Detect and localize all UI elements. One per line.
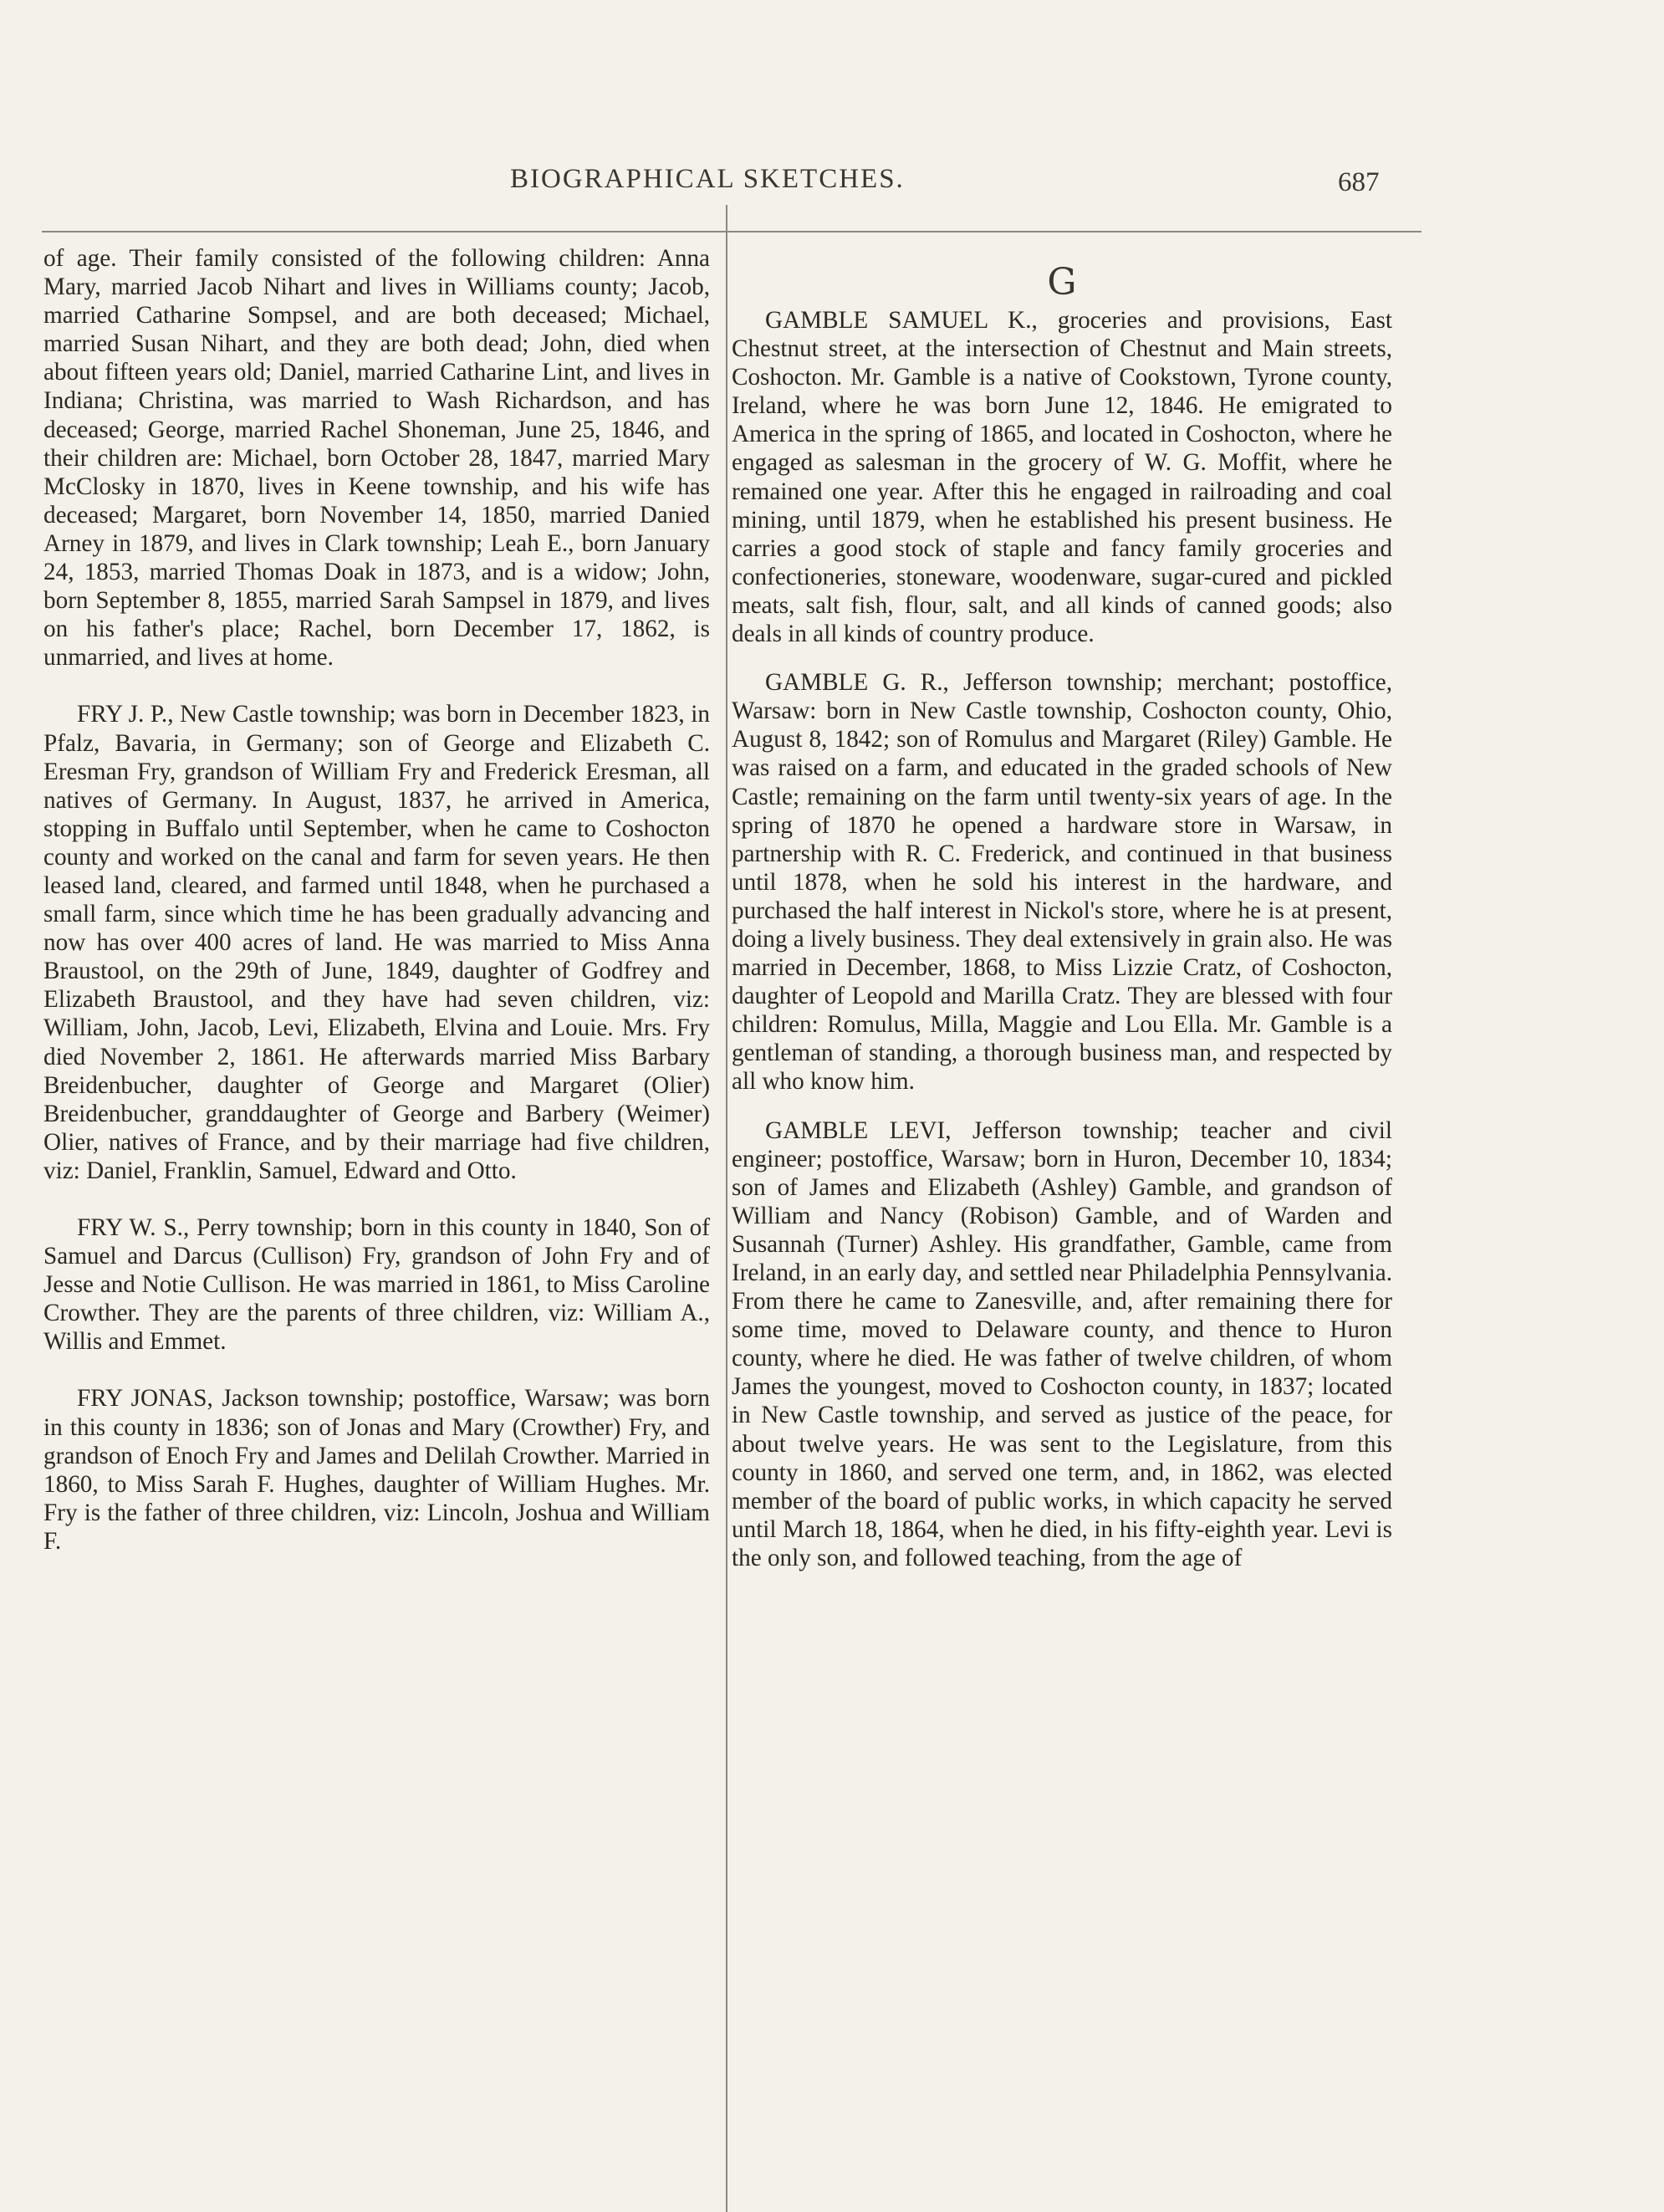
entry-fry-jonas: FRY JONAS, Jackson township; postoffice, Warsaw; was born in this county in 1836; son of Jonas and Mary (Crowther) Fry, and grandson of Enoch Fry and James and Delilah Crowther. Married in 1860, to Miss Sarah F. Hughes, daughter of William Hughes. Mr. Fry is the father of three children, viz: Lincoln, Joshua and William F. <box>43 1385 710 1555</box>
section-letter: G <box>1047 261 1077 304</box>
entry-fry-jp: FRY J. P., New Castle township; was born in December 1823, in Pfalz, Bavaria, in Germany; son of George and Elizabeth C. Eresman Fry, grandson of William Fry and Frederick Eresman, all natives of Germany. In August, 1837, he arrived in America, stopping in Buffalo until September, when he came to Coshocton county and worked on the canal and farm for seven years. He then leased land, cleared, and farmed until 1848, when he purchased a small farm, since which time he has been gradually advancing and now has over 400 acres of land. He was married to Miss Anna Braustool, on the 29th of June, 1849, daughter of Godfrey and Elizabeth Braustool, and they have had seven children, viz: William, John, Jacob, Levi, Elizabeth, Elvina and Louie. Mrs. Fry died November 2, 1861. He afterwards married Miss Barbary Breidenbucher, daughter of George and Margaret (Olier) Breidenbucher, granddaughter of George and Barbery (Weimer) Olier, natives of France, and by their marriage had five children, viz: Daniel, Franklin, Samuel, Edward and Otto. <box>43 701 710 1184</box>
page-header <box>0 164 1664 197</box>
entry-gamble-gr: GAMBLE G. R., Jefferson township; merchant; postoffice, Warsaw: born in New Castle township, Coshocton county, Ohio, August 8, 1842; son of Romulus and Margaret (Riley) Gamble. He was raised on a farm, and educated in the graded schools of New Castle; remaining on the farm until twenty-six years of age. In the spring of 1870 he opened a hardware store in Warsaw, in partnership with R. C. Frederick, and continued in that business until 1878, when he sold his interest in the hardware, and purchased the half interest in Nickol's store, where he is at present, doing a lively business. They deal extensively in grain also. He was married in December, 1868, to Miss Lizzie Cratz, of Coshocton, daughter of Leopold and Marilla Cratz. They are blessed with four children: Romulus, Milla, Maggie and Lou Ella. Mr. Gamble is a gentleman of standing, a thorough business man, and respected by all who know him. <box>732 669 1392 1096</box>
header-rule <box>42 231 1422 232</box>
page-number: 687 <box>1338 167 1380 197</box>
entry-fry-ws: FRY W. S., Perry township; born in this county in 1840, Son of Samuel and Darcus (Cullison) Fry, grandson of John Fry and of Jesse and Notie Cullison. He was married in 1861, to Miss Caroline Crowther. They are the parents of three children, viz: William A., Willis and Emmet. <box>43 1214 710 1356</box>
continued-paragraph: of age. Their family consisted of the following children: Anna Mary, married Jacob Nihart and lives in Williams county; Jacob, married Catharine Sompsel, and are both deceased; Michael, married Susan Nihart, and they are both dead; John, died when about fifteen years old; Daniel, married Catharine Lint, and lives in Indiana; Christina, was married to Wash Richardson, and has deceased; George, married Rachel Shoneman, June 25, 1846, and their children are: Michael, born October 28, 1847, married Mary McClosky in 1870, lives in Keene township, and his wife has deceased; Margaret, born November 14, 1850, married Danied Arney in 1879, and lives in Clark township; Leah E., born January 24, 1853, married Thomas Doak in 1873, and is a widow; John, born September 8, 1855, married Sarah Sampsel in 1879, and lives on his father's place; Rachel, born December 17, 1862, is unmarried, and lives at home. <box>43 245 710 672</box>
left-column <box>43 244 710 1556</box>
column-divider <box>726 205 727 2212</box>
entry-gamble-samuel: GAMBLE SAMUEL K., groceries and provisions, East Chestnut street, at the intersection of Chestnut and Main streets, Coshocton. Mr. Gamble is a native of Cookstown, Tyrone county, Ireland, where he was born June 12, 1846. He emigrated to America in the spring of 1865, and located in Coshocton, where he engaged as salesman in the grocery of W. G. Moffit, where he remained one year. After this he engaged in railroading and coal mining, until 1879, when he established his present business. He carries a good stock of staple and fancy family groceries and confectioneries, stoneware, woodenware, sugar-cured and pickled meats, salt fish, flour, salt, and all kinds of canned goods; also deals in all kinds of country produce. <box>732 307 1392 648</box>
entry-gamble-levi: GAMBLE LEVI, Jefferson township; teacher and civil engineer; postoffice, Warsaw; born in Huron, December 10, 1834; son of James and Elizabeth (Ashley) Gamble, and grandson of William and Nancy (Robison) Gamble, and of Warden and Susannah (Turner) Ashley. His grandfather, Gamble, came from Ireland, in an early day, and settled near Philadelphia Pennsylvania. From there he came to Zanesville, and, after remaining there for some time, moved to Delaware county, and thence to Huron county, where he died. He was father of twelve children, of whom James the youngest, moved to Coshocton county, in 1837; located in New Castle township, and served as justice of the peace, for about twelve years. He was sent to the Legislature, from this county in 1860, and served one term, and, in 1862, was elected member of the board of public works, in which capacity he served until March 18, 1864, when he died, in his fifty-eighth year. Levi is the only son, and followed teaching, from the age of <box>732 1116 1392 1571</box>
right-column <box>732 244 1392 1572</box>
running-head: BIOGRAPHICAL SKETCHES. <box>510 164 905 194</box>
